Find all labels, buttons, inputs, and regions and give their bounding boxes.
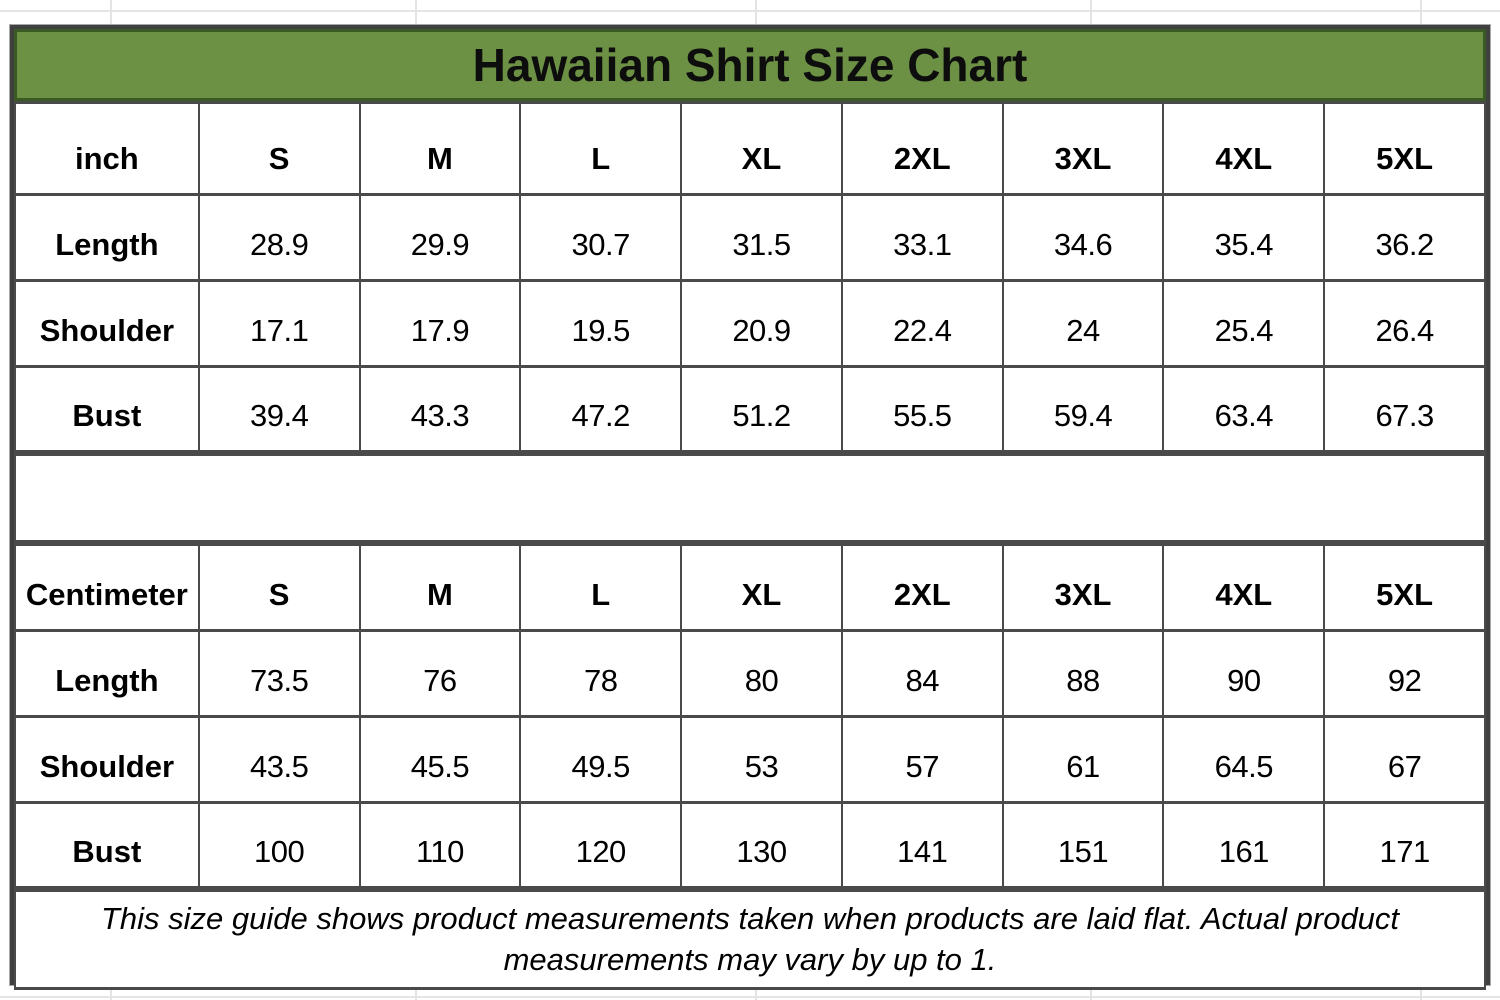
value-cell: 17.1	[199, 281, 360, 367]
row-label-cell: Shoulder	[15, 281, 199, 367]
inch-row-length	[15, 195, 1485, 281]
value-cell: 39.4	[199, 367, 360, 453]
size-column-header: M	[360, 543, 521, 631]
size-column-header: 4XL	[1163, 103, 1324, 195]
size-table-body	[15, 103, 1485, 989]
size-column-header: S	[199, 103, 360, 195]
size-column-header: 5XL	[1324, 103, 1485, 195]
row-label-cell: Shoulder	[15, 717, 199, 803]
size-column-header: M	[360, 103, 521, 195]
size-column-header: L	[520, 103, 681, 195]
value-cell: 35.4	[1163, 195, 1324, 281]
value-cell: 19.5	[520, 281, 681, 367]
footnote-line-2: measurements may vary by up to 1.	[503, 942, 997, 978]
size-column-header: XL	[681, 543, 842, 631]
value-cell: 20.9	[681, 281, 842, 367]
value-cell: 61	[1003, 717, 1164, 803]
value-cell: 47.2	[520, 367, 681, 453]
size-column-header: 3XL	[1003, 103, 1164, 195]
value-cell: 17.9	[360, 281, 521, 367]
unit-label-cell: inch	[15, 103, 199, 195]
value-cell: 53	[681, 717, 842, 803]
value-cell: 49.5	[520, 717, 681, 803]
spacer-row	[15, 453, 1485, 543]
value-cell: 92	[1324, 631, 1485, 717]
value-cell: 110	[360, 803, 521, 889]
value-cell: 100	[199, 803, 360, 889]
value-cell: 76	[360, 631, 521, 717]
value-cell: 22.4	[842, 281, 1003, 367]
size-column-header: 4XL	[1163, 543, 1324, 631]
value-cell: 84	[842, 631, 1003, 717]
value-cell: 57	[842, 717, 1003, 803]
chart-title-bar	[14, 29, 1486, 101]
value-cell: 161	[1163, 803, 1324, 889]
value-cell: 28.9	[199, 195, 360, 281]
size-column-header: XL	[681, 103, 842, 195]
footnote-line-1: This size guide shows product measurements taken when products are laid flat. Actual product	[100, 900, 1400, 936]
value-cell: 31.5	[681, 195, 842, 281]
gridline	[0, 10, 1500, 12]
value-cell: 151	[1003, 803, 1164, 889]
footnote-row	[15, 889, 1485, 989]
size-column-header: 5XL	[1324, 543, 1485, 631]
row-label-cell: Length	[15, 631, 199, 717]
size-column-header: 2XL	[842, 103, 1003, 195]
footnote-cell	[15, 889, 1485, 989]
value-cell: 36.2	[1324, 195, 1485, 281]
value-cell: 34.6	[1003, 195, 1164, 281]
value-cell: 33.1	[842, 195, 1003, 281]
value-cell: 130	[681, 803, 842, 889]
value-cell: 88	[1003, 631, 1164, 717]
inch-row-bust	[15, 367, 1485, 453]
value-cell: 25.4	[1163, 281, 1324, 367]
inch-header-row	[15, 103, 1485, 195]
spacer-cell	[15, 453, 1485, 543]
value-cell: 43.5	[199, 717, 360, 803]
size-column-header: 3XL	[1003, 543, 1164, 631]
chart-title: Hawaiian Shirt Size Chart	[472, 39, 1028, 91]
value-cell: 78	[520, 631, 681, 717]
size-chart-sheet	[10, 25, 1490, 985]
row-label-cell: Bust	[15, 367, 199, 453]
value-cell: 30.7	[520, 195, 681, 281]
value-cell: 141	[842, 803, 1003, 889]
value-cell: 24	[1003, 281, 1164, 367]
value-cell: 29.9	[360, 195, 521, 281]
value-cell: 67.3	[1324, 367, 1485, 453]
value-cell: 90	[1163, 631, 1324, 717]
value-cell: 171	[1324, 803, 1485, 889]
value-cell: 59.4	[1003, 367, 1164, 453]
inch-row-shoulder	[15, 281, 1485, 367]
unit-label-cell: Centimeter	[15, 543, 199, 631]
value-cell: 26.4	[1324, 281, 1485, 367]
row-label-cell: Bust	[15, 803, 199, 889]
row-label-cell: Length	[15, 195, 199, 281]
cm-row-bust	[15, 803, 1485, 889]
value-cell: 120	[520, 803, 681, 889]
cm-header-row	[15, 543, 1485, 631]
value-cell: 63.4	[1163, 367, 1324, 453]
value-cell: 64.5	[1163, 717, 1324, 803]
value-cell: 55.5	[842, 367, 1003, 453]
value-cell: 80	[681, 631, 842, 717]
size-column-header: S	[199, 543, 360, 631]
value-cell: 73.5	[199, 631, 360, 717]
cm-row-length	[15, 631, 1485, 717]
value-cell: 51.2	[681, 367, 842, 453]
size-column-header: 2XL	[842, 543, 1003, 631]
value-cell: 43.3	[360, 367, 521, 453]
value-cell: 45.5	[360, 717, 521, 803]
size-column-header: L	[520, 543, 681, 631]
value-cell: 67	[1324, 717, 1485, 803]
gridline	[0, 996, 1500, 998]
size-table	[14, 101, 1486, 990]
cm-row-shoulder	[15, 717, 1485, 803]
